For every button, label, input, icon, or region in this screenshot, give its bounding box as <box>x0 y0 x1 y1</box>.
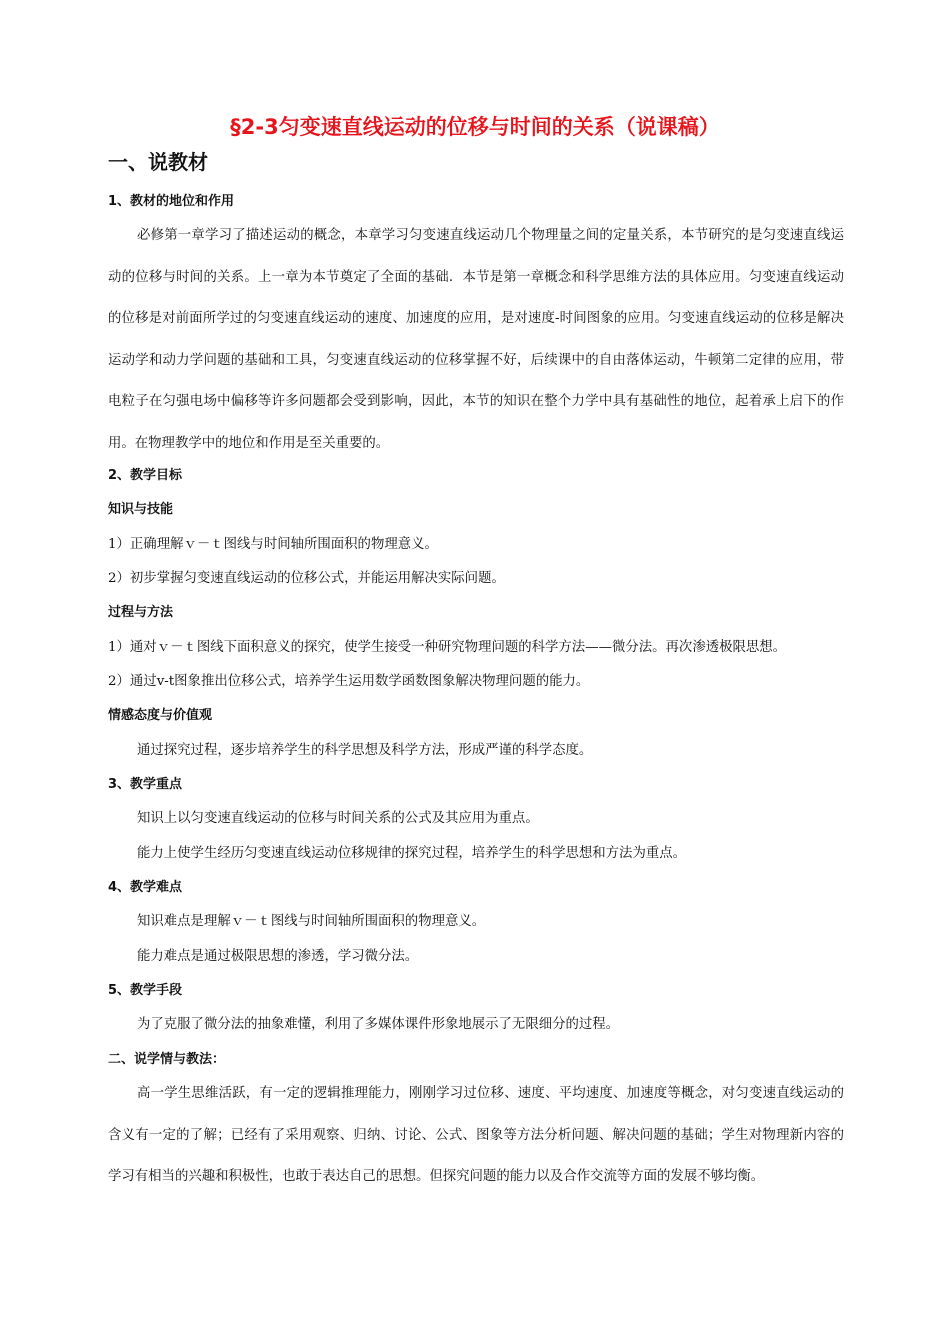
difficulty-ability: 能力难点是通过极限思想的渗透，学习微分法。 <box>137 949 419 964</box>
teaching-means-text: 为了克服了微分法的抽象难懂，利用了多媒体课件形象地展示了无限细分的过程。 <box>137 1017 620 1032</box>
attitude-heading: 情感态度与价值观 <box>108 708 213 723</box>
difficulty-knowledge: 知识难点是理解ｖ－ｔ图线与时间轴所围面积的物理意义。 <box>137 914 486 929</box>
sub4-heading: 4、教学难点 <box>108 880 183 895</box>
key-point-knowledge: 知识上以匀变速直线运动的位移与时间关系的公式及其应用为重点。 <box>137 811 539 826</box>
knowledge-item-2: 2）初步掌握匀变速直线运动的位移公式，并能运用解决实际问题。 <box>108 571 505 586</box>
key-point-ability: 能力上使学生经历匀变速直线运动位移规律的探究过程，培养学生的科学思想和方法为重点。 <box>137 846 687 861</box>
sub2-heading: 2、教学目标 <box>108 468 183 483</box>
sub3-heading: 3、教学重点 <box>108 777 183 792</box>
section2-heading: 二、说学情与教法： <box>108 1052 226 1067</box>
sub1-heading: 1、教材的地位和作用 <box>108 194 235 209</box>
document-title: §2-3匀变速直线运动的位移与时间的关系（说课稿） <box>230 115 720 139</box>
attitude-text: 通过探究过程，逐步培养学生的科学思想及科学方法，形成严谨的科学态度。 <box>137 743 593 758</box>
section2-paragraph: 高一学生思维活跃，有一定的逻辑推理能力，刚刚学习过位移、速度、平均速度、加速度等概念，对匀变速直线运动的含义有一定的了解；已经有了采用观察、归纳、讨论、公式、图象等方法分析问题、解决问题的基础；学生对物理新内容的学习有相当的兴趣和积极性，也敢于表达自己的思想。但探究问题的能力以及合作交流等方面的发展不够均衡。 <box>108 1086 844 1184</box>
knowledge-heading: 知识与技能 <box>108 502 174 517</box>
process-heading: 过程与方法 <box>108 605 174 620</box>
sub5-heading: 5、教学手段 <box>108 983 183 998</box>
section1-heading: 一、说教材 <box>108 150 208 174</box>
process-item-2: 2）通过v-t图象推出位移公式，培养学生运用数学函数图象解决物理问题的能力。 <box>108 674 590 689</box>
process-item-1: 1）通对ｖ－ｔ图线下面积意义的探究，使学生接受一种研究物理问题的科学方法——微分法。再次渗透极限思想。 <box>108 640 787 655</box>
knowledge-item-1: 1）正确理解ｖ－ｔ图线与时间轴所围面积的物理意义。 <box>108 537 438 552</box>
sub1-paragraph: 必修第一章学习了描述运动的概念，本章学习匀变速直线运动几个物理量之间的定量关系，本节研究的是匀变速直线运动的位移与时间的关系。上一章为本节奠定了全面的基础．本节是第一章概念和科学思维方法的具体应用。匀变速直线运动的位移是对前面所学过的匀变速直线运动的速度、加速度的应用，是对速度-时间图象的应用。匀变速直线运动的位移是解决运动学和动力学问题的基础和工具，匀变速直线运动的位移掌握不好，后续课中的自由落体运动，牛顿第二定律的应用，带电粒子在匀强电场中偏移等许多问题都会受到影响，因此，本节的知识在整个力学中具有基础性的地位，起着承上启下的作用。在物理教学中的地位和作用是至关重要的。 <box>108 228 844 451</box>
